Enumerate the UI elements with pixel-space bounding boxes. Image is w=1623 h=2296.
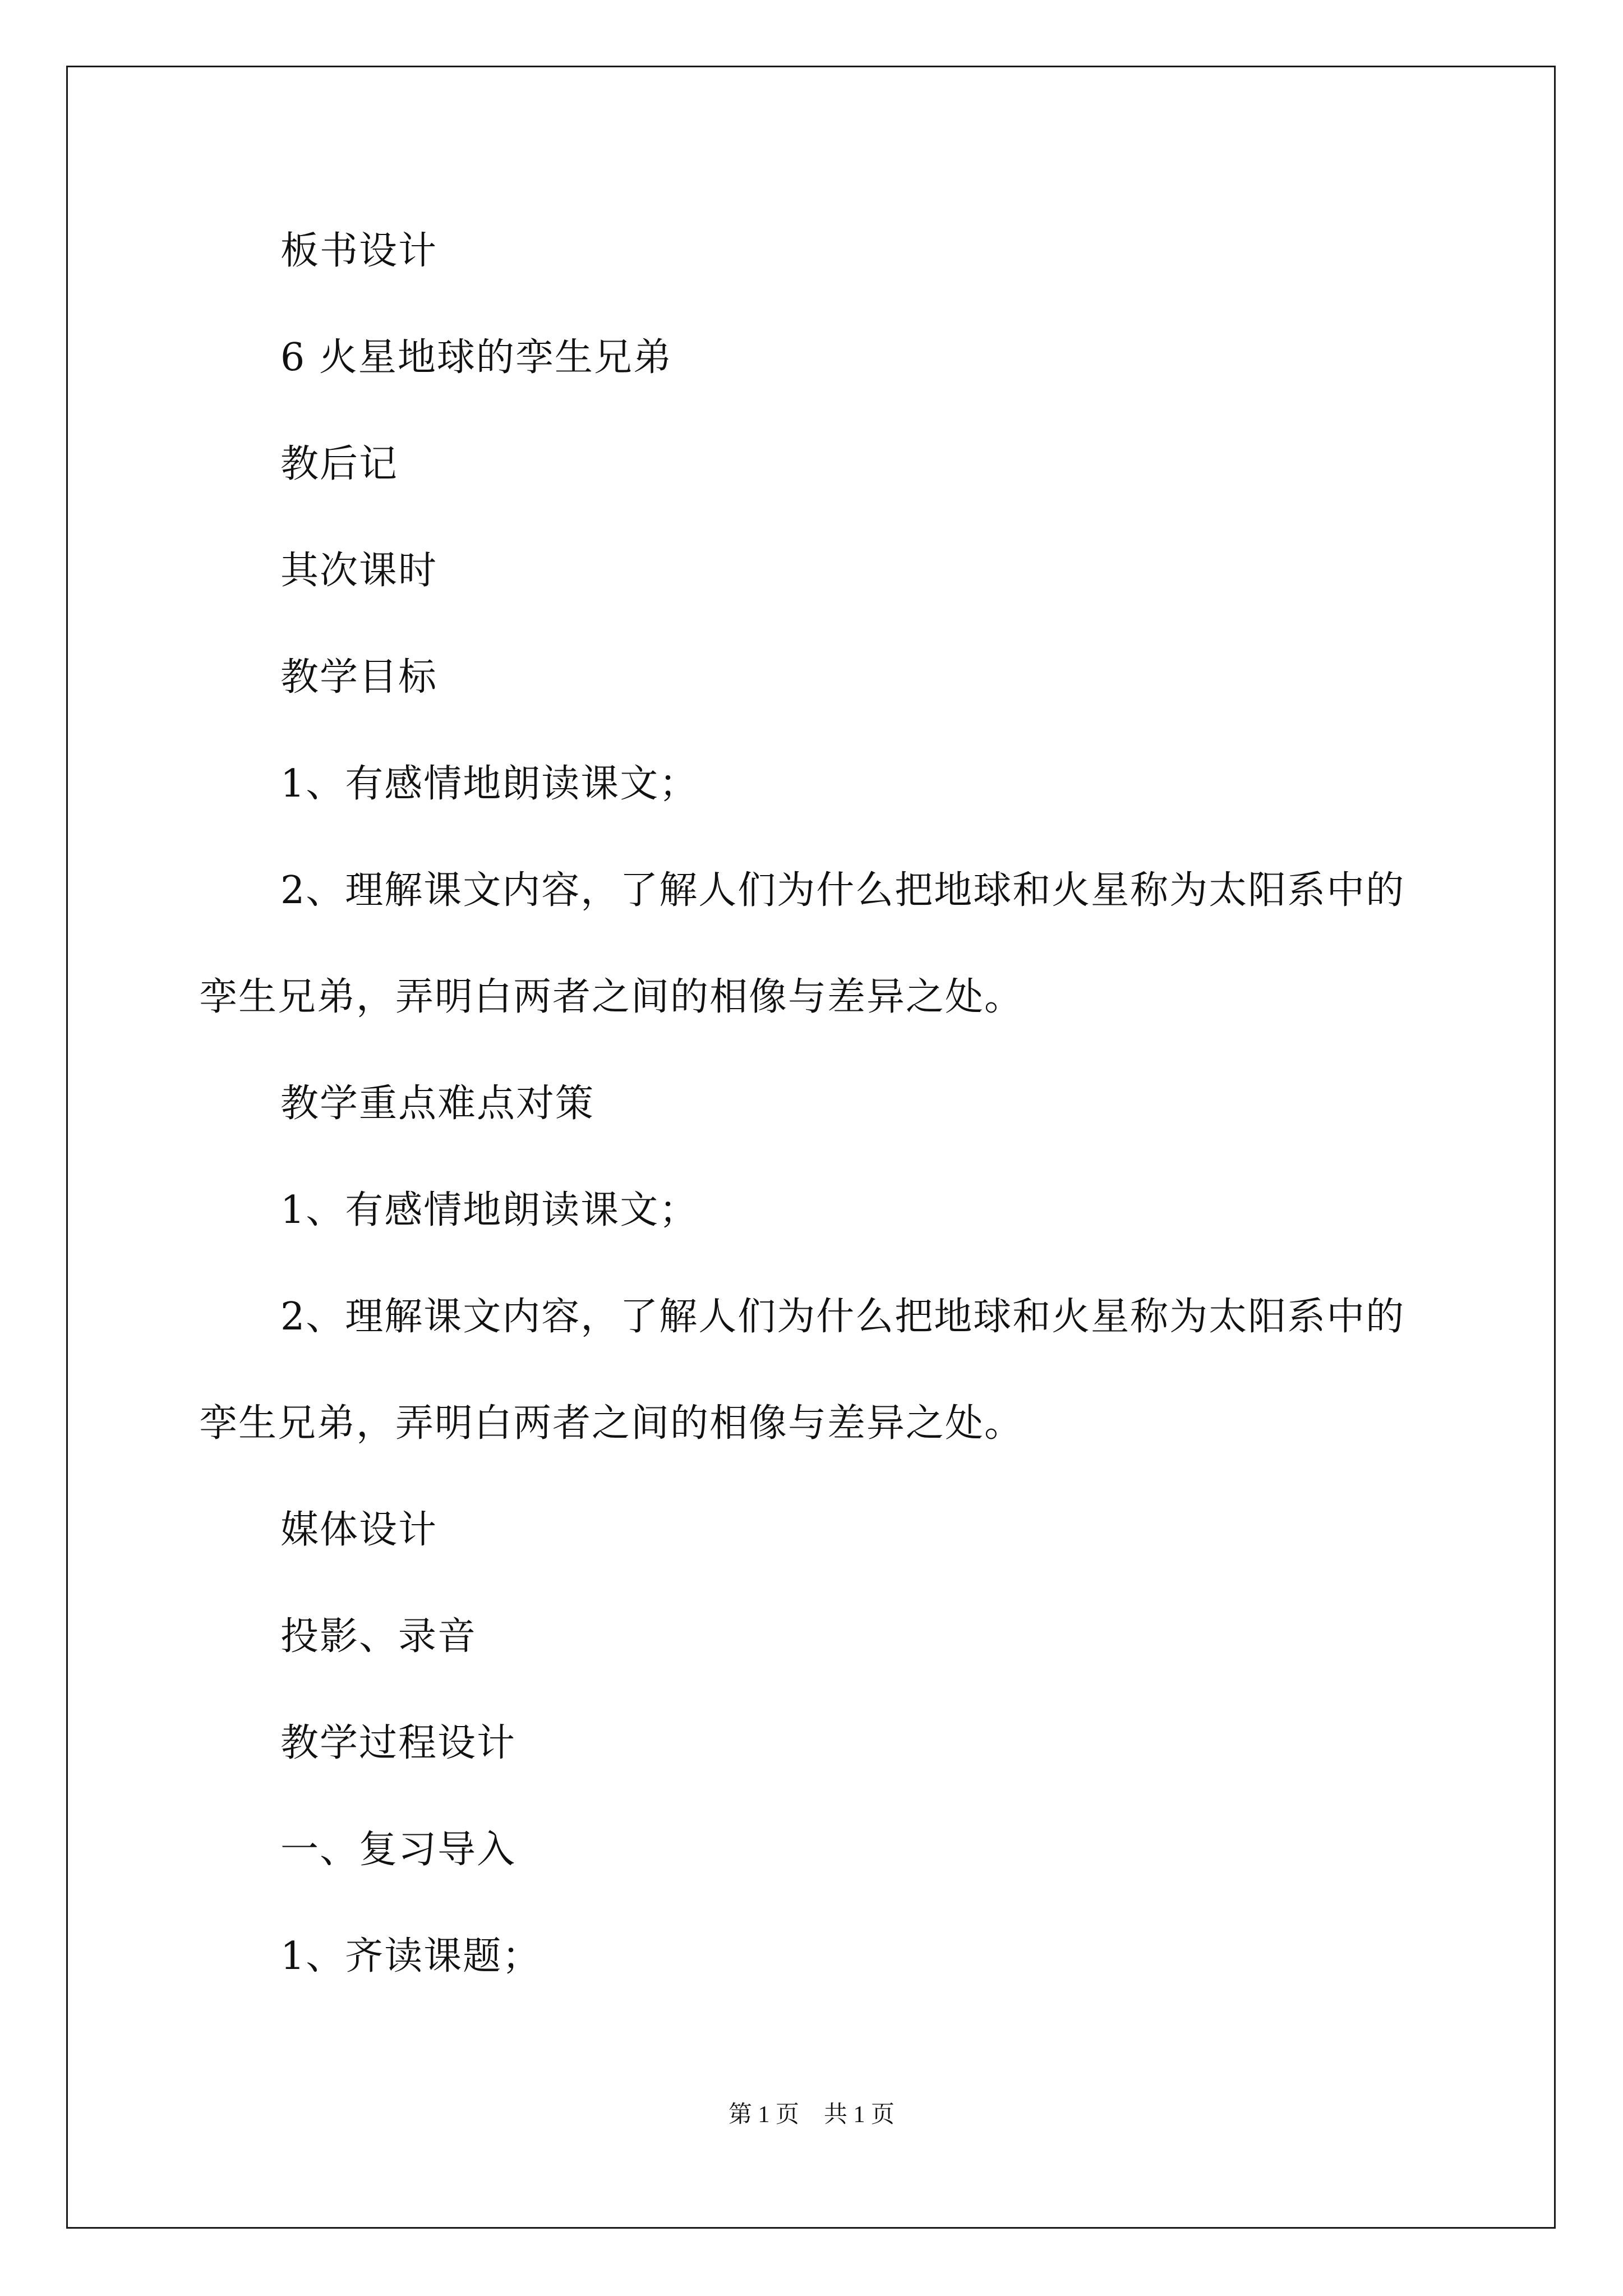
paragraph-key-point-2-line-2: 孪生兄弟，弄明白两者之间的相像与差异之处。 (199, 1401, 1024, 1446)
paragraph-media-items: 投影、录音 (280, 1614, 477, 1659)
paragraph-goal-2-line-2: 孪生兄弟，弄明白两者之间的相像与差异之处。 (199, 975, 1024, 1019)
paragraph-heading-key-points: 教学重点难点对策 (280, 1082, 595, 1126)
page-footer (0, 2098, 1623, 2132)
paragraph-step-read-title: 1、齐读课题； (280, 1934, 542, 1978)
paragraph-key-point-2-line-1: 2、理解课文内容，了解人们为什么把地球和火星称为太阳系中的 (280, 1295, 1405, 1339)
paragraph-heading-blackboard-design: 板书设计 (280, 229, 438, 273)
paragraph-heading-process-design: 教学过程设计 (280, 1721, 517, 1765)
paragraph-heading-media-design: 媒体设计 (280, 1508, 438, 1552)
paragraph-key-point-1: 1、有感情地朗读课文； (280, 1188, 699, 1232)
page-number: 第 1 页 (728, 2102, 799, 2128)
paragraph-goal-1: 1、有感情地朗读课文； (280, 762, 699, 806)
paragraph-goal-2-line-1: 2、理解课文内容，了解人们为什么把地球和火星称为太阳系中的 (280, 868, 1405, 913)
paragraph-lesson-title: 6 火星地球的孪生兄弟 (280, 335, 672, 380)
paragraph-heading-teaching-goals: 教学目标 (280, 655, 438, 700)
paragraph-heading-second-period: 其次课时 (280, 549, 438, 593)
paragraph-heading-post-lesson-notes: 教后记 (280, 442, 399, 486)
page-total: 共 1 页 (824, 2102, 895, 2128)
paragraph-step-review: 一、复习导入 (280, 1828, 517, 1872)
